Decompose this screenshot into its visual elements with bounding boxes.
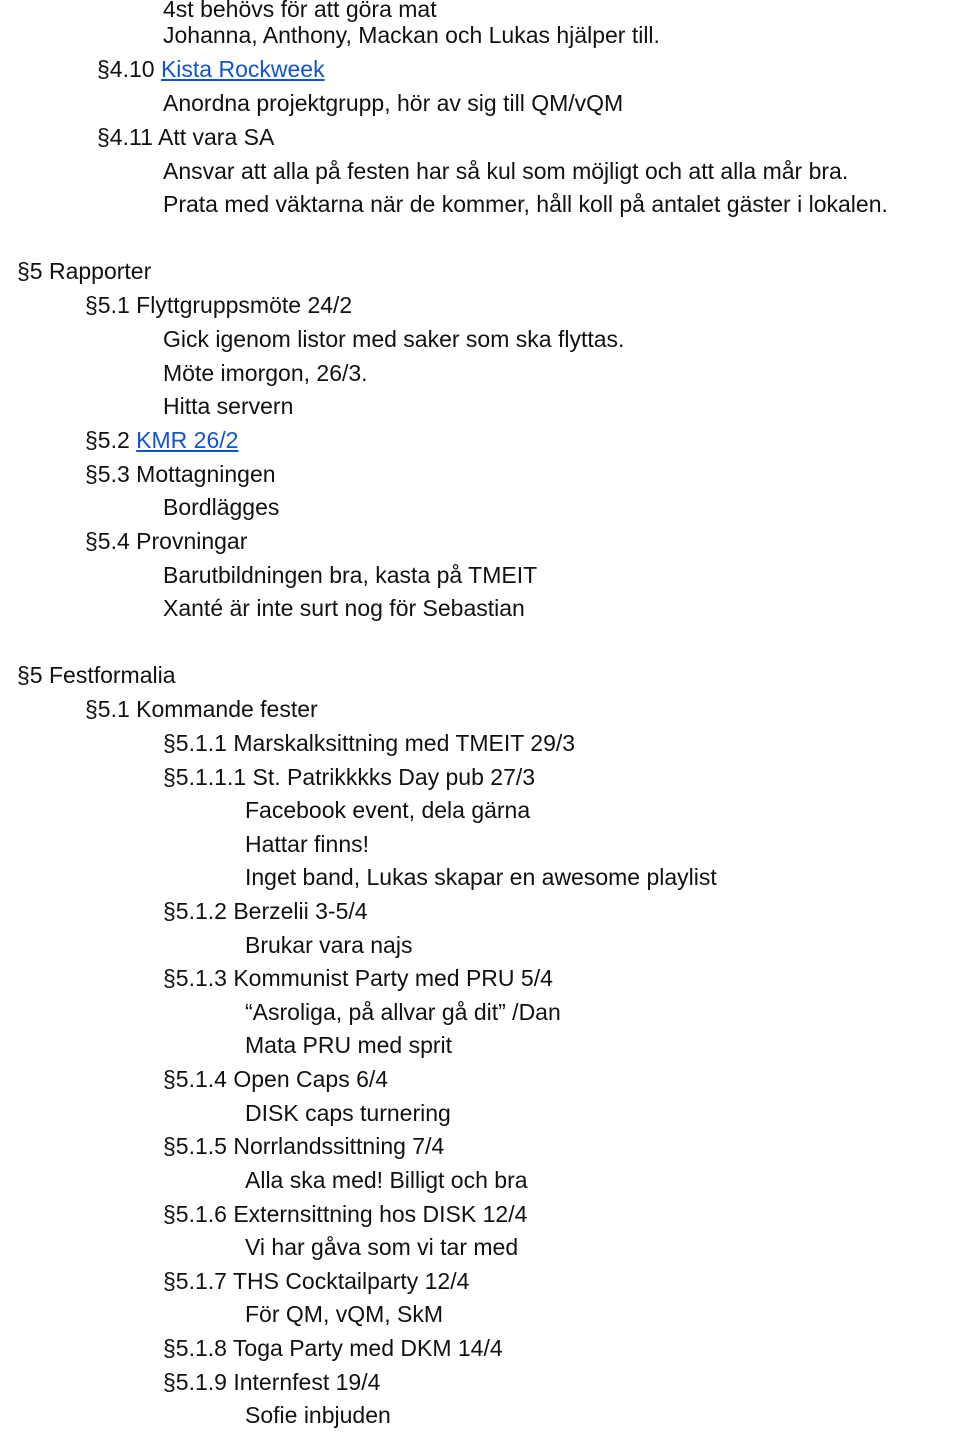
body-text: Barutbildningen bra, kasta på TMEIT xyxy=(163,562,538,588)
body-text: Johanna, Anthony, Mackan och Lukas hjälper till. xyxy=(163,22,660,48)
section-heading xyxy=(0,726,575,760)
section-sign: § xyxy=(163,965,176,991)
body-line xyxy=(0,18,660,52)
body-line xyxy=(0,827,369,861)
section-number: 5.2 xyxy=(97,427,130,453)
body-line xyxy=(0,356,368,390)
body-text: Möte imorgon, 26/3. xyxy=(163,360,368,386)
body-line xyxy=(0,389,293,423)
section-title: 5.1.5 Norrlandssittning 7/4 xyxy=(175,1133,445,1159)
document-link[interactable]: KMR 26/2 xyxy=(136,427,239,453)
section-sign: § xyxy=(85,292,98,318)
body-text: Hitta servern xyxy=(163,393,294,419)
section-sign: § xyxy=(163,1335,176,1361)
document-link[interactable]: Kista Rockweek xyxy=(160,56,325,82)
section-heading xyxy=(0,1331,503,1365)
section-sign: § xyxy=(163,764,176,790)
section-sign: § xyxy=(163,1066,176,1092)
section-sign: § xyxy=(85,461,98,487)
section-title: 5.1.8 Toga Party med DKM 14/4 xyxy=(175,1335,503,1361)
section-title: 5 Rapporter xyxy=(29,258,152,284)
section-sign: § xyxy=(163,730,176,756)
body-text: DISK caps turnering xyxy=(245,1100,451,1126)
section-title: 5.1.9 Internfest 19/4 xyxy=(175,1369,381,1395)
section-title: 5.1.2 Berzelii 3-5/4 xyxy=(175,898,368,924)
section-heading xyxy=(0,760,535,794)
body-line xyxy=(0,187,888,221)
section-sign: § xyxy=(17,662,30,688)
section-heading xyxy=(0,658,176,692)
section-heading xyxy=(0,1264,469,1298)
body-line xyxy=(0,1163,528,1197)
section-sign: § xyxy=(163,1133,176,1159)
section-heading xyxy=(0,457,276,491)
body-text: Prata med väktarna när de kommer, håll koll på antalet gäster i lokalen. xyxy=(163,191,888,217)
body-line xyxy=(0,154,848,188)
section-heading xyxy=(0,692,318,726)
body-line xyxy=(0,1096,451,1130)
body-line xyxy=(0,1028,452,1062)
body-line xyxy=(0,591,525,625)
section-sign: § xyxy=(97,56,110,82)
body-line xyxy=(0,322,624,356)
body-line xyxy=(0,793,530,827)
section-title: 5.1.4 Open Caps 6/4 xyxy=(175,1066,389,1092)
body-text: 4st behövs för att göra mat xyxy=(163,0,437,22)
body-text: Anordna projektgrupp, hör av sig till QM/vQM xyxy=(163,90,624,116)
section-heading xyxy=(0,254,151,288)
section-heading xyxy=(0,288,352,322)
section-title: 4.11 Att vara SA xyxy=(109,124,275,150)
section-sign: § xyxy=(97,124,110,150)
section-heading xyxy=(0,1129,444,1163)
body-line xyxy=(0,1230,518,1264)
section-heading xyxy=(0,894,368,928)
section-sign: § xyxy=(85,427,98,453)
body-text: Hattar finns! xyxy=(245,831,369,857)
section-heading xyxy=(0,524,247,558)
section-title: 5.1 Flyttgruppsmöte 24/2 xyxy=(97,292,353,318)
section-title: 5.1.3 Kommunist Party med PRU 5/4 xyxy=(175,965,553,991)
body-text: Inget band, Lukas skapar en awesome playlist xyxy=(245,864,717,890)
section-heading xyxy=(0,1062,388,1096)
section-title: 5.1.1.1 St. Patrikkkks Day pub 27/3 xyxy=(175,764,536,790)
section-sign: § xyxy=(163,1201,176,1227)
body-text: Facebook event, dela gärna xyxy=(245,797,531,823)
body-line xyxy=(0,860,717,894)
section-heading xyxy=(0,961,553,995)
section-heading xyxy=(0,52,325,86)
body-line xyxy=(0,1398,391,1432)
section-heading xyxy=(0,423,238,457)
section-title: 5.1.7 THS Cocktailparty 12/4 xyxy=(175,1268,470,1294)
section-title: 5.1 Kommande fester xyxy=(97,696,318,722)
section-heading xyxy=(0,1197,527,1231)
section-title: 5 Festformalia xyxy=(29,662,176,688)
section-title: 5.1.1 Marskalksittning med TMEIT 29/3 xyxy=(175,730,576,756)
body-line xyxy=(0,490,279,524)
section-number: 4.10 xyxy=(109,56,155,82)
body-line xyxy=(0,558,537,592)
body-text: Sofie inbjuden xyxy=(245,1402,391,1428)
body-line xyxy=(0,86,623,120)
section-heading xyxy=(0,120,274,154)
body-line xyxy=(0,1297,443,1331)
section-heading xyxy=(0,1365,380,1399)
body-text: Xanté är inte surt nog för Sebastian xyxy=(163,595,525,621)
section-title: 5.4 Provningar xyxy=(97,528,248,554)
body-text: Bordlägges xyxy=(163,494,280,520)
body-line xyxy=(0,928,412,962)
body-text: Alla ska med! Billigt och bra xyxy=(245,1167,528,1193)
body-text: “Asroliga, på allvar gå dit” /Dan xyxy=(245,999,561,1025)
body-text: Mata PRU med sprit xyxy=(245,1032,453,1058)
section-sign: § xyxy=(85,696,98,722)
body-text: För QM, vQM, SkM xyxy=(245,1301,444,1327)
section-sign: § xyxy=(163,1268,176,1294)
body-text: Ansvar att alla på festen har så kul som möjligt och att alla mår bra. xyxy=(163,158,849,184)
section-sign: § xyxy=(163,898,176,924)
section-sign: § xyxy=(17,258,30,284)
body-text: Vi har gåva som vi tar med xyxy=(245,1234,519,1260)
body-text: Brukar vara najs xyxy=(245,932,413,958)
body-text: Gick igenom listor med saker som ska flyttas. xyxy=(163,326,625,352)
section-title: 5.3 Mottagningen xyxy=(97,461,276,487)
section-sign: § xyxy=(85,528,98,554)
body-line xyxy=(0,995,561,1029)
section-title: 5.1.6 Externsittning hos DISK 12/4 xyxy=(175,1201,528,1227)
section-sign: § xyxy=(163,1369,176,1395)
